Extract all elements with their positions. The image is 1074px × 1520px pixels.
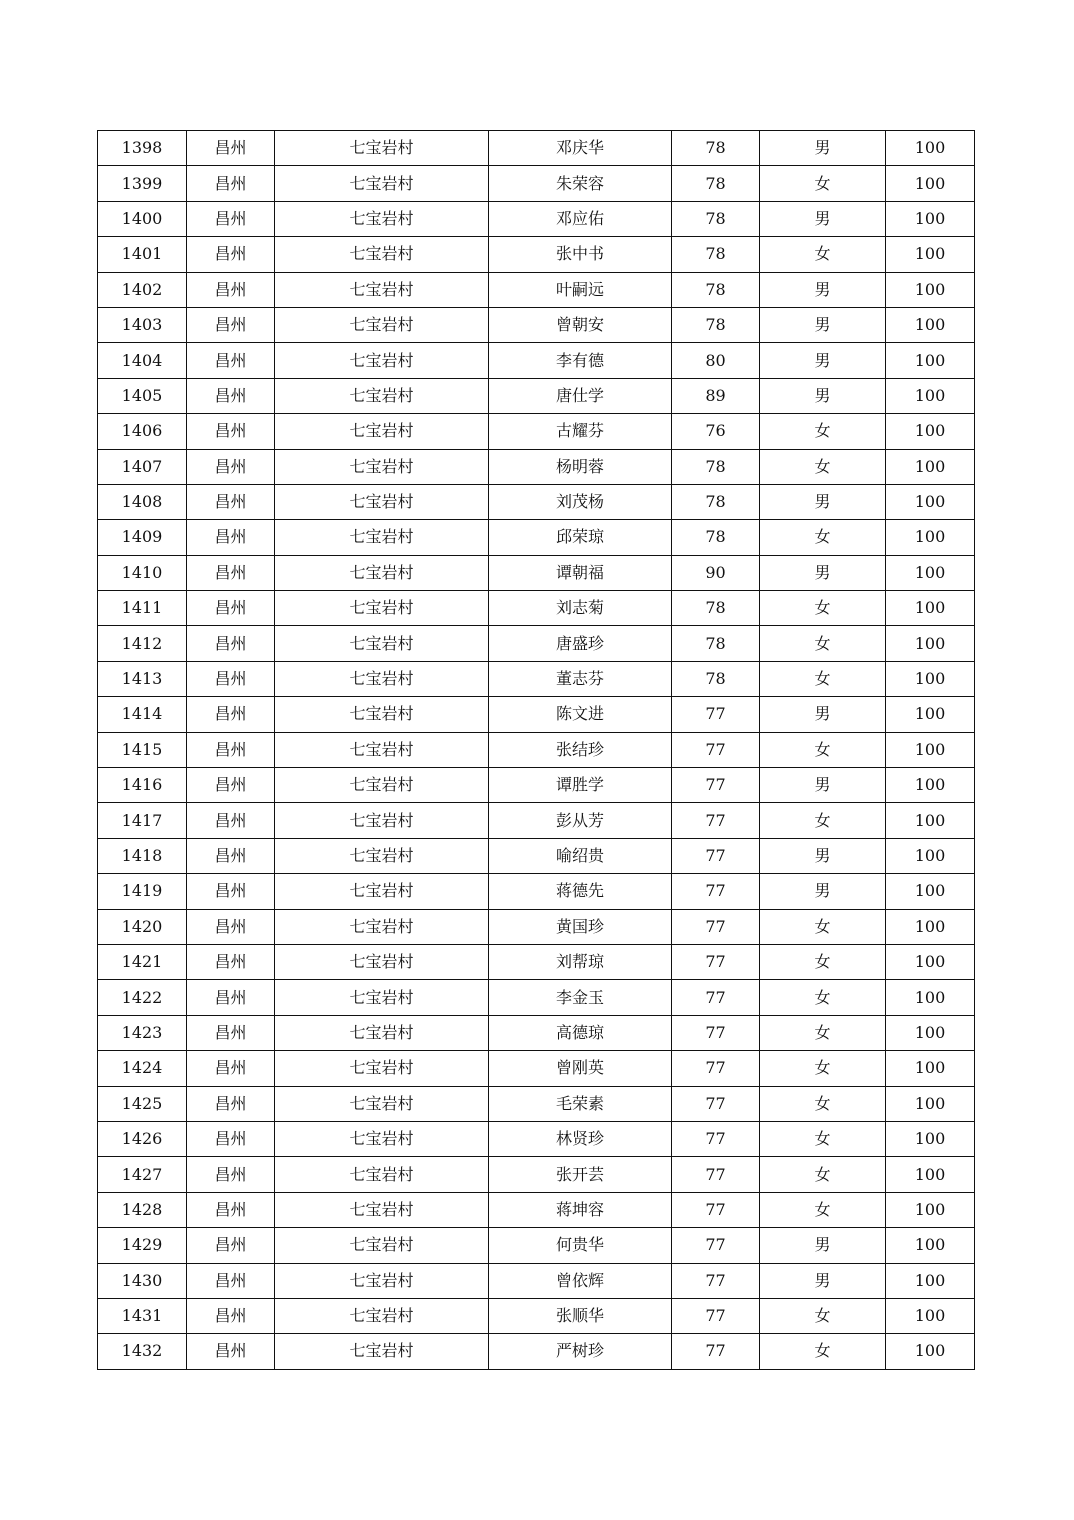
amount-cell: 100 [886,1051,975,1086]
amount-cell: 100 [886,1157,975,1192]
name-cell: 古耀芬 [489,414,672,449]
gender-cell: 男 [760,555,886,590]
serial-number-cell: 1419 [98,874,187,909]
village-cell: 七宝岩村 [275,803,489,838]
gender-cell: 女 [760,237,886,272]
table-row [98,1051,975,1086]
amount-cell: 100 [886,237,975,272]
name-cell: 杨明蓉 [489,449,672,484]
name-cell: 曾依辉 [489,1263,672,1298]
gender-cell: 女 [760,1086,886,1121]
roster-table-body [98,131,975,1370]
town-cell: 昌州 [187,1051,275,1086]
serial-number-cell: 1406 [98,414,187,449]
village-cell: 七宝岩村 [275,414,489,449]
name-cell: 曾刚英 [489,1051,672,1086]
town-cell: 昌州 [187,555,275,590]
name-cell: 陈文进 [489,697,672,732]
name-cell: 唐盛珍 [489,626,672,661]
roster-table [97,130,975,1370]
gender-cell: 女 [760,732,886,767]
table-row [98,803,975,838]
amount-cell: 100 [886,1263,975,1298]
village-cell: 七宝岩村 [275,484,489,519]
name-cell: 高德琼 [489,1015,672,1050]
amount-cell: 100 [886,838,975,873]
serial-number-cell: 1407 [98,449,187,484]
village-cell: 七宝岩村 [275,166,489,201]
amount-cell: 100 [886,131,975,166]
table-row [98,1015,975,1050]
table-row [98,874,975,909]
age-cell: 77 [672,1334,760,1369]
gender-cell: 男 [760,1228,886,1263]
serial-number-cell: 1415 [98,732,187,767]
gender-cell: 女 [760,1121,886,1156]
village-cell: 七宝岩村 [275,1086,489,1121]
name-cell: 何贵华 [489,1228,672,1263]
town-cell: 昌州 [187,874,275,909]
village-cell: 七宝岩村 [275,1015,489,1050]
amount-cell: 100 [886,732,975,767]
table-row [98,166,975,201]
town-cell: 昌州 [187,768,275,803]
name-cell: 曾朝安 [489,307,672,342]
village-cell: 七宝岩村 [275,520,489,555]
table-row [98,980,975,1015]
serial-number-cell: 1430 [98,1263,187,1298]
town-cell: 昌州 [187,272,275,307]
amount-cell: 100 [886,201,975,236]
amount-cell: 100 [886,661,975,696]
town-cell: 昌州 [187,520,275,555]
gender-cell: 男 [760,378,886,413]
age-cell: 77 [672,909,760,944]
age-cell: 77 [672,1086,760,1121]
gender-cell: 男 [760,484,886,519]
serial-number-cell: 1412 [98,626,187,661]
village-cell: 七宝岩村 [275,1334,489,1369]
age-cell: 77 [672,1192,760,1227]
age-cell: 76 [672,414,760,449]
village-cell: 七宝岩村 [275,1192,489,1227]
amount-cell: 100 [886,803,975,838]
serial-number-cell: 1401 [98,237,187,272]
name-cell: 唐仕学 [489,378,672,413]
gender-cell: 女 [760,944,886,979]
age-cell: 78 [672,484,760,519]
age-cell: 80 [672,343,760,378]
gender-cell: 女 [760,1015,886,1050]
amount-cell: 100 [886,1086,975,1121]
name-cell: 邓应佑 [489,201,672,236]
gender-cell: 男 [760,272,886,307]
amount-cell: 100 [886,1228,975,1263]
table-row [98,449,975,484]
name-cell: 张中书 [489,237,672,272]
age-cell: 77 [672,944,760,979]
age-cell: 77 [672,732,760,767]
village-cell: 七宝岩村 [275,378,489,413]
serial-number-cell: 1424 [98,1051,187,1086]
table-row [98,555,975,590]
age-cell: 77 [672,1121,760,1156]
age-cell: 78 [672,626,760,661]
amount-cell: 100 [886,874,975,909]
town-cell: 昌州 [187,484,275,519]
age-cell: 90 [672,555,760,590]
town-cell: 昌州 [187,1015,275,1050]
amount-cell: 100 [886,272,975,307]
town-cell: 昌州 [187,307,275,342]
amount-cell: 100 [886,591,975,626]
serial-number-cell: 1413 [98,661,187,696]
table-row [98,201,975,236]
amount-cell: 100 [886,980,975,1015]
serial-number-cell: 1403 [98,307,187,342]
town-cell: 昌州 [187,1192,275,1227]
name-cell: 喻绍贵 [489,838,672,873]
table-row [98,944,975,979]
village-cell: 七宝岩村 [275,1157,489,1192]
amount-cell: 100 [886,307,975,342]
town-cell: 昌州 [187,414,275,449]
amount-cell: 100 [886,1121,975,1156]
town-cell: 昌州 [187,201,275,236]
town-cell: 昌州 [187,661,275,696]
name-cell: 毛荣素 [489,1086,672,1121]
age-cell: 89 [672,378,760,413]
age-cell: 77 [672,697,760,732]
town-cell: 昌州 [187,944,275,979]
serial-number-cell: 1404 [98,343,187,378]
name-cell: 朱荣容 [489,166,672,201]
serial-number-cell: 1418 [98,838,187,873]
name-cell: 邓庆华 [489,131,672,166]
table-row [98,1334,975,1369]
age-cell: 77 [672,1228,760,1263]
name-cell: 邱荣琼 [489,520,672,555]
serial-number-cell: 1427 [98,1157,187,1192]
village-cell: 七宝岩村 [275,237,489,272]
serial-number-cell: 1405 [98,378,187,413]
table-row [98,414,975,449]
village-cell: 七宝岩村 [275,343,489,378]
name-cell: 李有德 [489,343,672,378]
village-cell: 七宝岩村 [275,838,489,873]
serial-number-cell: 1416 [98,768,187,803]
table-row [98,1228,975,1263]
serial-number-cell: 1414 [98,697,187,732]
table-row [98,732,975,767]
name-cell: 刘帮琼 [489,944,672,979]
village-cell: 七宝岩村 [275,449,489,484]
table-row [98,1298,975,1333]
gender-cell: 女 [760,1192,886,1227]
table-row [98,307,975,342]
table-row [98,768,975,803]
name-cell: 林贤珍 [489,1121,672,1156]
gender-cell: 女 [760,414,886,449]
amount-cell: 100 [886,944,975,979]
age-cell: 78 [672,166,760,201]
table-row [98,1263,975,1298]
serial-number-cell: 1426 [98,1121,187,1156]
serial-number-cell: 1428 [98,1192,187,1227]
village-cell: 七宝岩村 [275,1121,489,1156]
table-row [98,520,975,555]
gender-cell: 男 [760,838,886,873]
gender-cell: 男 [760,201,886,236]
gender-cell: 男 [760,768,886,803]
gender-cell: 男 [760,307,886,342]
age-cell: 78 [672,131,760,166]
serial-number-cell: 1398 [98,131,187,166]
name-cell: 刘茂杨 [489,484,672,519]
serial-number-cell: 1425 [98,1086,187,1121]
amount-cell: 100 [886,697,975,732]
table-row [98,1121,975,1156]
name-cell: 张顺华 [489,1298,672,1333]
village-cell: 七宝岩村 [275,307,489,342]
serial-number-cell: 1402 [98,272,187,307]
name-cell: 叶嗣远 [489,272,672,307]
table-row [98,909,975,944]
gender-cell: 女 [760,520,886,555]
town-cell: 昌州 [187,237,275,272]
village-cell: 七宝岩村 [275,555,489,590]
name-cell: 谭胜学 [489,768,672,803]
gender-cell: 女 [760,1051,886,1086]
serial-number-cell: 1411 [98,591,187,626]
gender-cell: 男 [760,1263,886,1298]
town-cell: 昌州 [187,909,275,944]
amount-cell: 100 [886,768,975,803]
gender-cell: 女 [760,449,886,484]
table-row [98,131,975,166]
name-cell: 李金玉 [489,980,672,1015]
village-cell: 七宝岩村 [275,697,489,732]
serial-number-cell: 1431 [98,1298,187,1333]
amount-cell: 100 [886,555,975,590]
name-cell: 张开芸 [489,1157,672,1192]
amount-cell: 100 [886,1192,975,1227]
serial-number-cell: 1400 [98,201,187,236]
town-cell: 昌州 [187,1086,275,1121]
table-row [98,838,975,873]
age-cell: 78 [672,237,760,272]
name-cell: 张结珍 [489,732,672,767]
age-cell: 77 [672,1015,760,1050]
age-cell: 78 [672,201,760,236]
age-cell: 77 [672,1051,760,1086]
name-cell: 蒋德先 [489,874,672,909]
name-cell: 严树珍 [489,1334,672,1369]
town-cell: 昌州 [187,1298,275,1333]
serial-number-cell: 1423 [98,1015,187,1050]
age-cell: 77 [672,1263,760,1298]
village-cell: 七宝岩村 [275,131,489,166]
name-cell: 董志芬 [489,661,672,696]
village-cell: 七宝岩村 [275,874,489,909]
gender-cell: 女 [760,803,886,838]
table-row [98,272,975,307]
table-row [98,1192,975,1227]
gender-cell: 男 [760,131,886,166]
serial-number-cell: 1421 [98,944,187,979]
town-cell: 昌州 [187,1121,275,1156]
village-cell: 七宝岩村 [275,909,489,944]
gender-cell: 女 [760,591,886,626]
table-row [98,697,975,732]
town-cell: 昌州 [187,449,275,484]
village-cell: 七宝岩村 [275,272,489,307]
amount-cell: 100 [886,909,975,944]
table-row [98,661,975,696]
village-cell: 七宝岩村 [275,626,489,661]
town-cell: 昌州 [187,131,275,166]
town-cell: 昌州 [187,1228,275,1263]
amount-cell: 100 [886,449,975,484]
village-cell: 七宝岩村 [275,944,489,979]
age-cell: 77 [672,838,760,873]
town-cell: 昌州 [187,1334,275,1369]
serial-number-cell: 1410 [98,555,187,590]
town-cell: 昌州 [187,838,275,873]
serial-number-cell: 1399 [98,166,187,201]
age-cell: 78 [672,449,760,484]
gender-cell: 女 [760,661,886,696]
gender-cell: 男 [760,697,886,732]
name-cell: 黄国珍 [489,909,672,944]
table-row [98,1157,975,1192]
amount-cell: 100 [886,1334,975,1369]
amount-cell: 100 [886,378,975,413]
gender-cell: 男 [760,874,886,909]
town-cell: 昌州 [187,591,275,626]
serial-number-cell: 1429 [98,1228,187,1263]
town-cell: 昌州 [187,732,275,767]
age-cell: 77 [672,1157,760,1192]
gender-cell: 女 [760,909,886,944]
village-cell: 七宝岩村 [275,732,489,767]
town-cell: 昌州 [187,697,275,732]
village-cell: 七宝岩村 [275,1228,489,1263]
gender-cell: 女 [760,166,886,201]
village-cell: 七宝岩村 [275,591,489,626]
table-row [98,1086,975,1121]
name-cell: 彭从芳 [489,803,672,838]
town-cell: 昌州 [187,1157,275,1192]
gender-cell: 女 [760,1334,886,1369]
age-cell: 78 [672,520,760,555]
amount-cell: 100 [886,1298,975,1333]
amount-cell: 100 [886,484,975,519]
name-cell: 刘志菊 [489,591,672,626]
age-cell: 78 [672,661,760,696]
table-row [98,484,975,519]
village-cell: 七宝岩村 [275,1051,489,1086]
village-cell: 七宝岩村 [275,980,489,1015]
town-cell: 昌州 [187,980,275,1015]
town-cell: 昌州 [187,166,275,201]
table-row [98,378,975,413]
age-cell: 77 [672,1298,760,1333]
gender-cell: 女 [760,626,886,661]
amount-cell: 100 [886,626,975,661]
town-cell: 昌州 [187,803,275,838]
serial-number-cell: 1432 [98,1334,187,1369]
name-cell: 谭朝福 [489,555,672,590]
town-cell: 昌州 [187,1263,275,1298]
village-cell: 七宝岩村 [275,768,489,803]
amount-cell: 100 [886,343,975,378]
table-row [98,626,975,661]
town-cell: 昌州 [187,626,275,661]
age-cell: 77 [672,980,760,1015]
serial-number-cell: 1417 [98,803,187,838]
age-cell: 77 [672,874,760,909]
gender-cell: 女 [760,980,886,1015]
age-cell: 78 [672,272,760,307]
village-cell: 七宝岩村 [275,1298,489,1333]
village-cell: 七宝岩村 [275,201,489,236]
village-cell: 七宝岩村 [275,661,489,696]
serial-number-cell: 1408 [98,484,187,519]
table-row [98,237,975,272]
gender-cell: 女 [760,1157,886,1192]
table-row [98,591,975,626]
age-cell: 78 [672,591,760,626]
age-cell: 78 [672,307,760,342]
village-cell: 七宝岩村 [275,1263,489,1298]
amount-cell: 100 [886,166,975,201]
age-cell: 77 [672,803,760,838]
town-cell: 昌州 [187,378,275,413]
age-cell: 77 [672,768,760,803]
amount-cell: 100 [886,1015,975,1050]
table-row [98,343,975,378]
gender-cell: 男 [760,343,886,378]
serial-number-cell: 1420 [98,909,187,944]
serial-number-cell: 1409 [98,520,187,555]
town-cell: 昌州 [187,343,275,378]
name-cell: 蒋坤容 [489,1192,672,1227]
gender-cell: 女 [760,1298,886,1333]
amount-cell: 100 [886,520,975,555]
amount-cell: 100 [886,414,975,449]
serial-number-cell: 1422 [98,980,187,1015]
